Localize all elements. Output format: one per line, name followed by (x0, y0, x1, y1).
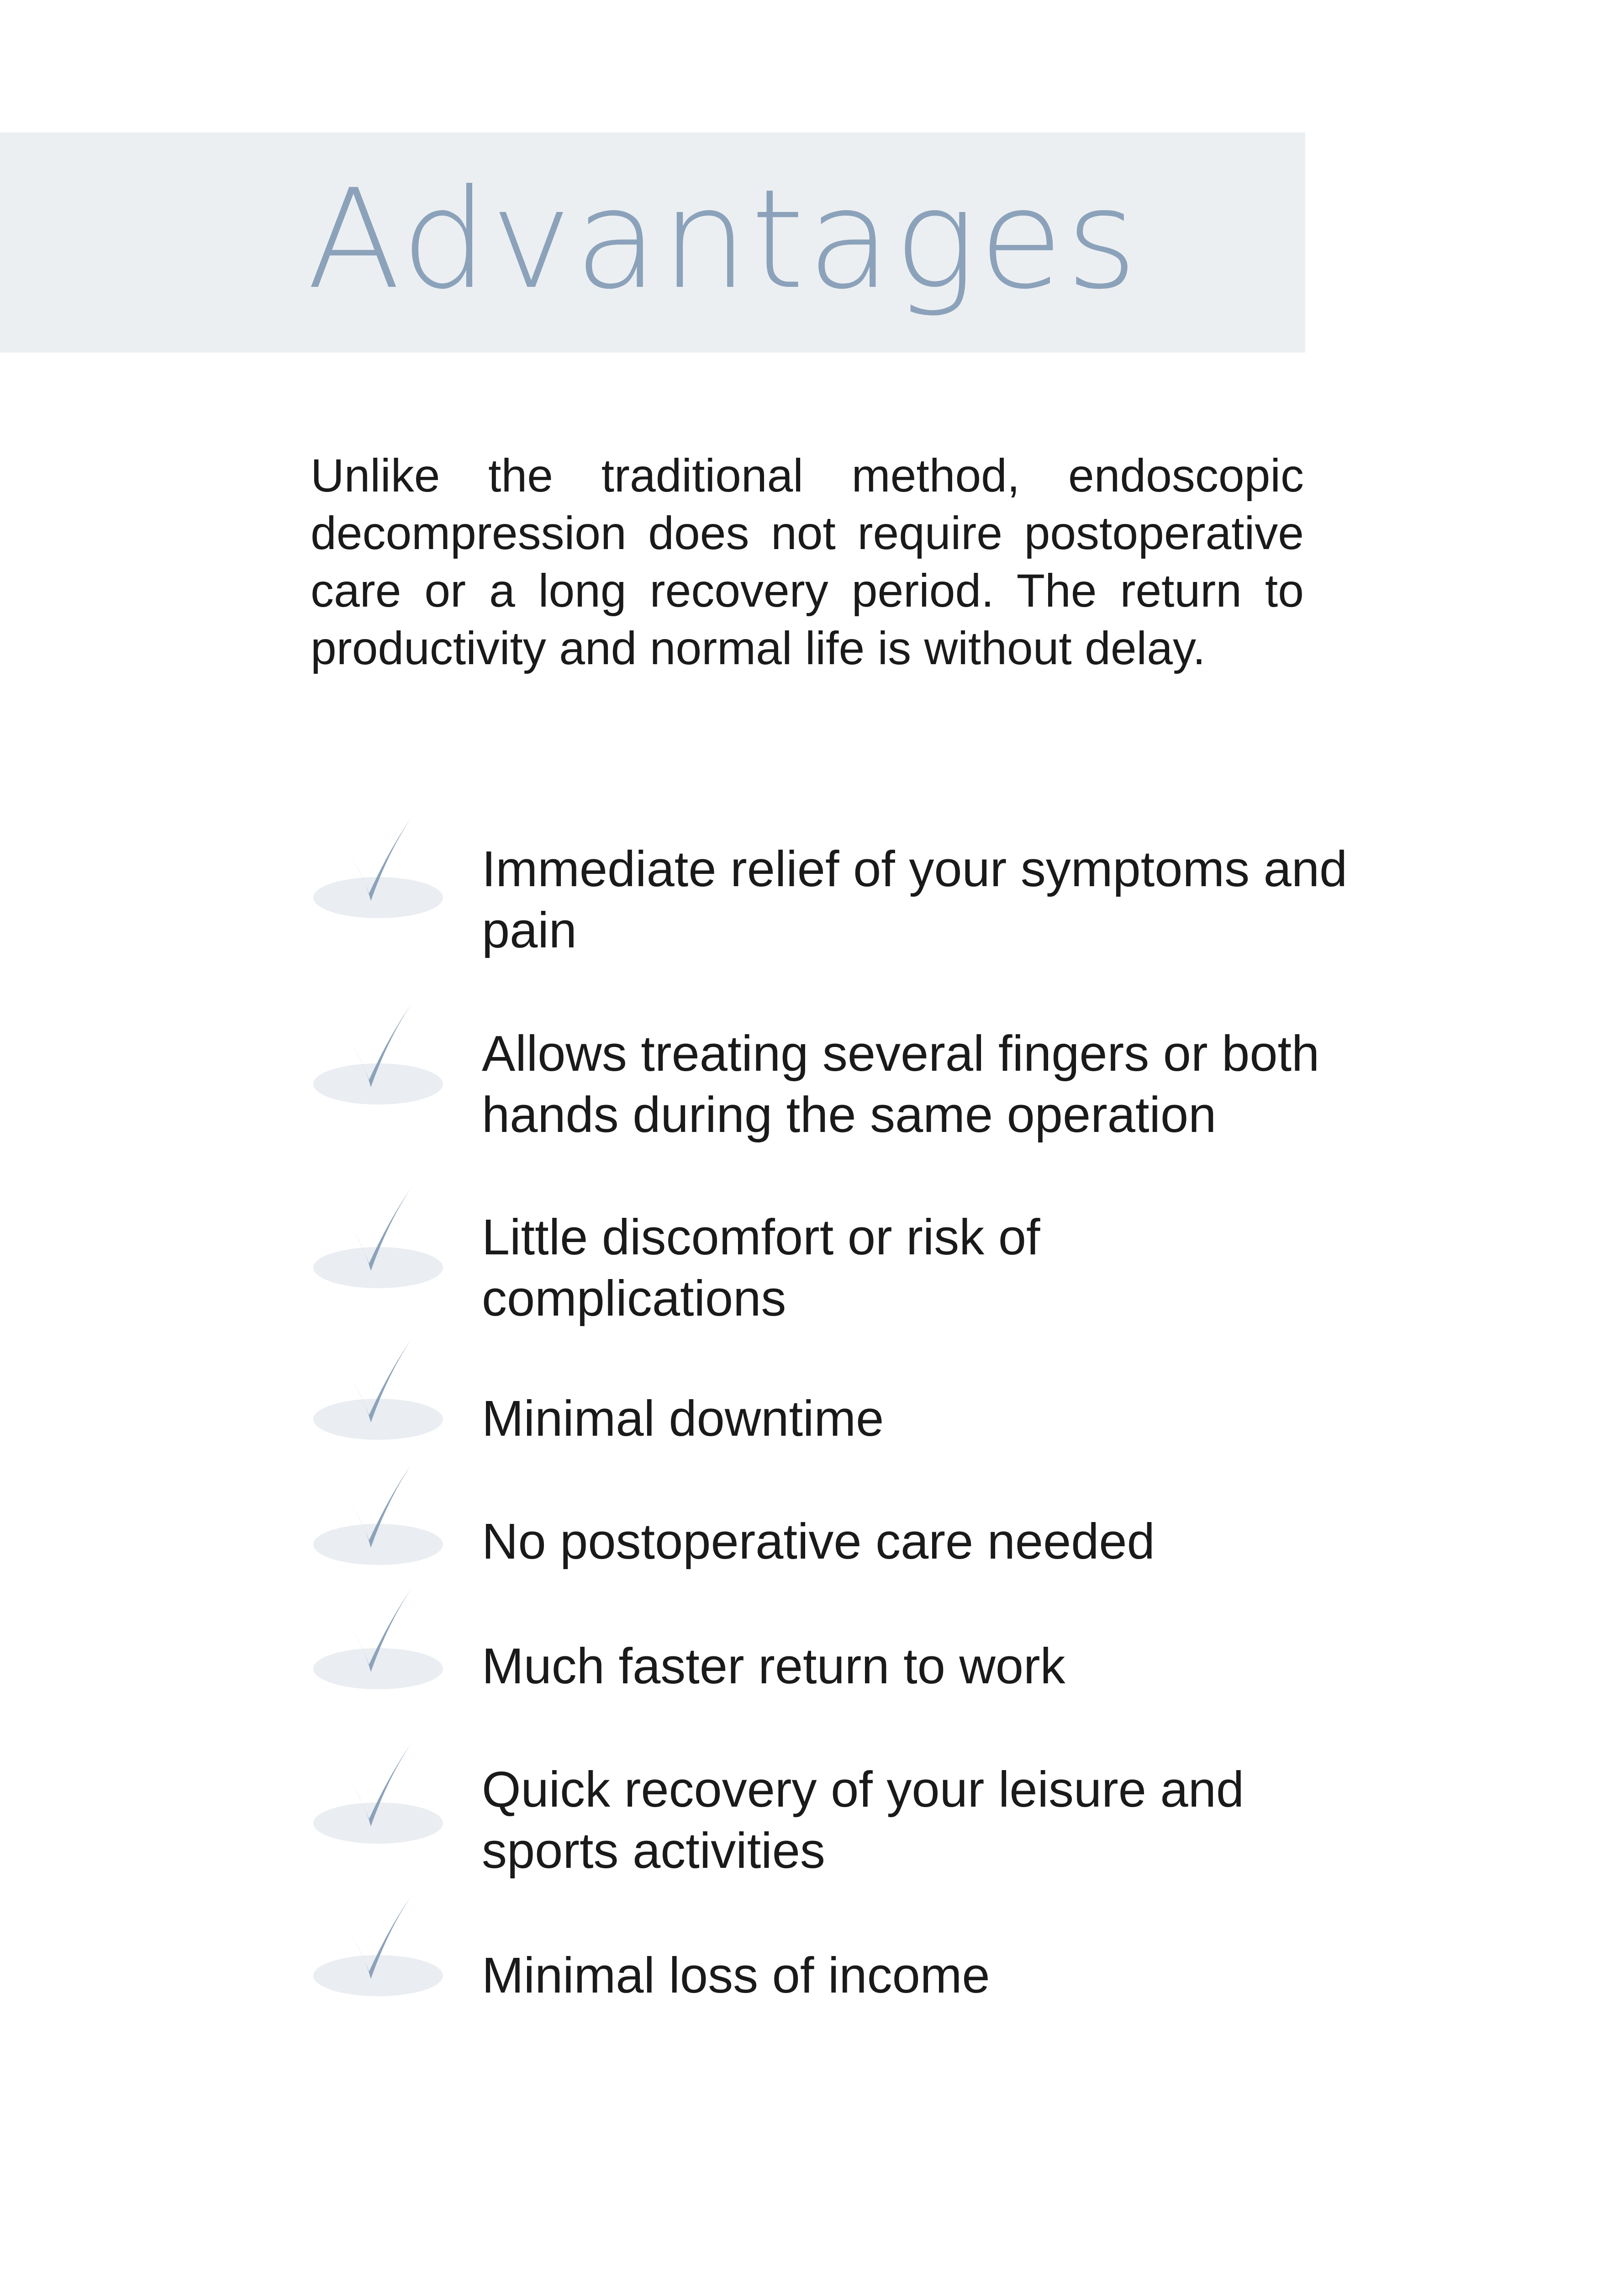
benefit-label: Little discomfort or risk of complications (482, 1209, 1040, 1327)
checkmark-icon (311, 1460, 448, 1579)
checkmark-icon (311, 1584, 448, 1703)
benefit-label: Minimal downtime (482, 1390, 884, 1447)
checkmark-icon (311, 813, 448, 932)
benefit-label: Allows treating several fingers or both hands during the same operation (482, 1026, 1320, 1143)
checkmark-icon (311, 1739, 448, 1857)
benefit-label: Much faster return to work (482, 1638, 1065, 1694)
page-title: Advantages (307, 160, 1140, 319)
benefit-label: No postoperative care needed (482, 1513, 1155, 1570)
benefit-label: Quick recovery of your leisure and sports activities (482, 1761, 1244, 1879)
checkmark-icon (311, 1335, 448, 1454)
intro-paragraph: Unlike the traditional method, endoscopic decompression does not require postoperative care or a long recovery period. The return to productivity and normal life is without delay. (311, 449, 1304, 674)
checkmark-icon (311, 999, 448, 1118)
benefit-label: Immediate relief of your symptoms and pain (482, 841, 1348, 958)
checkmark-icon (311, 1891, 448, 2010)
benefit-label: Minimal loss of income (482, 1947, 990, 2004)
checkmark-icon (311, 1183, 448, 1302)
